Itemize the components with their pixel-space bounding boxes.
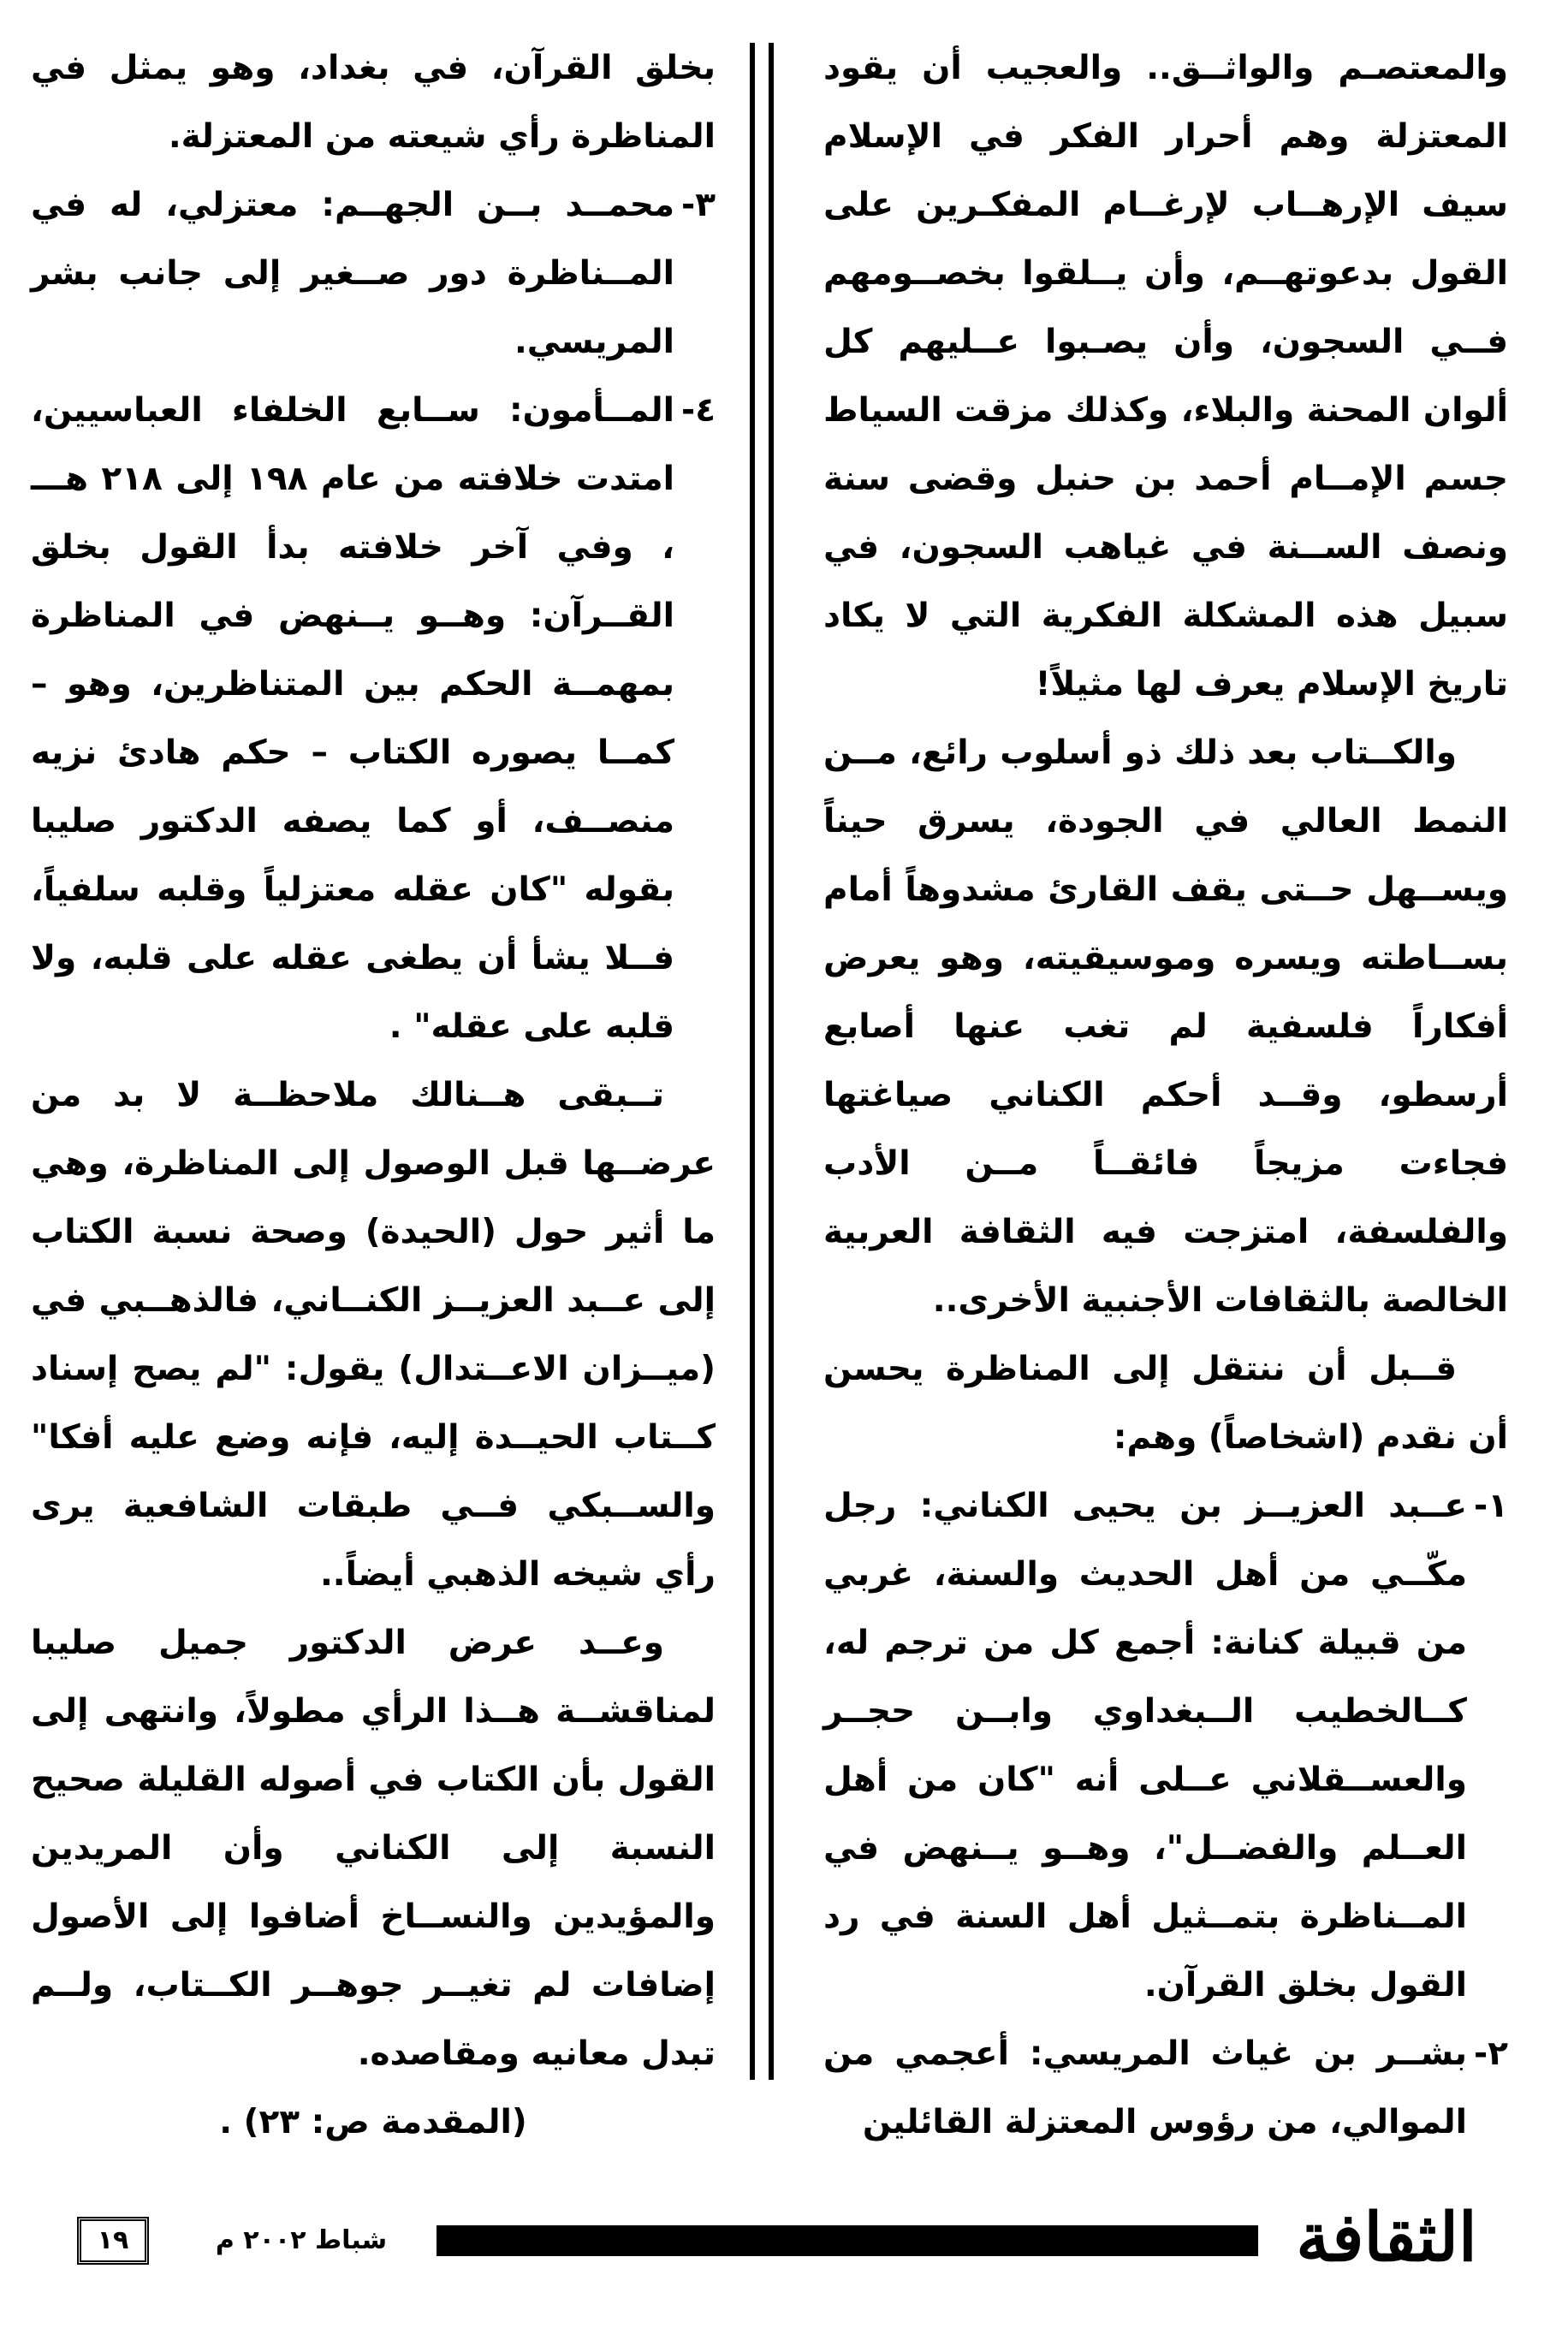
- page-footer: [77, 2191, 1532, 2285]
- issue-date: شباط ٢٠٠٢ م: [215, 2225, 388, 2255]
- left-column: [31, 34, 716, 2141]
- paragraph: قــبل أن ننتقل إلى المناظرة يحسن أن نقدم (اشخاصاً) وهم:: [823, 1350, 1508, 1457]
- list-item: [823, 2020, 1508, 2157]
- list-item: [31, 171, 716, 377]
- divider-line: [750, 43, 755, 2080]
- paragraph: وعــد عرض الدكتور جميل صليبا لمناقشــة هــذا الرأي مطولاً، وانتهى إلى القول بأن الكتاب في أصوله القليلة صحيح النسبة إلى الكناني وأن المريدين والمؤيدين والنســاخ أضافوا إلى الأصول إضافات لم تغيــر جوهــر الكــتاب، ولــم تبدل معانيه ومقاصده.: [31, 1624, 716, 2073]
- column-divider: [750, 43, 774, 2080]
- footer-bar: [437, 2225, 1258, 2256]
- list-item-text: المــأمون: ســابع الخلفاء العباسيين، امتدت خلافته من عام ١٩٨ إلى ٢١٨ هـــ ، وفي آخر خلافته بدأ القول بخلق القــرآن: وهــو يــنهض في المناظرة بمهمــة الحكم بين المتناظرين، وهو – كمــا يصوره الكتاب – حكم هادئ نزيه منصــف، أو كما يصفه الدكتور صليبا بقوله "كان عقله معتزلياً وقلبه سلفياً، فــلا يشأ أن يطغى عقله على قلبه، ولا قلبه على عقله" .: [31, 391, 675, 1046]
- list-item-text: بشــر بن غياث المريسي: أعجمي من الموالي، من رؤوس المعتزلة القائلين: [823, 2034, 1467, 2141]
- page-number: ١٩: [77, 2217, 149, 2265]
- paragraph: والكــتاب بعد ذلك ذو أسلوب رائع، مــن النمط العالي في الجودة، يسرق حيناً ويســهل حــتى يقف القارئ مشدوهاً أمام بســاطته ويسره وموسيقيته، وهو يعرض أفكاراً فلسفية لم تغب عنها أصابع أرسطو، وقــد أحكم الكناني صياغتها فجاءت مزيجاً فائقــاً مــن الأدب والفلسفة، امتزجت فيه الثقافة العربية الخالصة بالثقافات الأجنبية الأخرى..: [823, 734, 1508, 1320]
- list-number: ٣-: [681, 186, 716, 224]
- list-number: ١-: [1474, 1487, 1508, 1525]
- magazine-logo: الثقافة: [1296, 2199, 1477, 2277]
- list-item-text: محمــد بــن الجهــم: معتزلي، له في المــناظرة دور صــغير إلى جانب بشر المريسي.: [31, 186, 674, 361]
- list-number: ٤-: [681, 391, 716, 430]
- right-column: [823, 34, 1508, 2141]
- citation: (المقدمة ص: ٢٣) .: [219, 2103, 527, 2141]
- list-item: [31, 377, 716, 1061]
- list-number: ٢-: [1474, 2034, 1508, 2073]
- divider-line: [769, 43, 774, 2080]
- list-item: [823, 1472, 1508, 2020]
- paragraph: بخلق القرآن، في بغداد، وهو يمثل في المناظرة رأي شيعته من المعتزلة.: [31, 49, 716, 156]
- list-item-text: عــبد العزيــز بن يحيى الكناني: رجل مكّــي من أهل الحديث والسنة، غربي من قبيلة كنانة: أجمع كل من ترجم له، كــالخطيب الــبغداوي وابــن حجــر والعســقلاني عــلى أنه "كان من أهل العــلم والفضــل"، وهــو يــنهض في المــناظرة بتمــثيل أهل السنة في رد القول بخلق القرآن.: [823, 1487, 1467, 2005]
- paragraph: تــبقى هــنالك ملاحظــة لا بد من عرضــها قبل الوصول إلى المناظرة، وهي ما أثير حول (الحيدة) وصحة نسبة الكتاب إلى عــبد العزيــز الكنــاني، فالذهــبي في (ميــزان الاعــتدال) يقول: "لم يصح إسناد كــتاب الحيــدة إليه، فإنه وضع عليه أفكا" والســبكي فــي طبقات الشافعية يرى رأي شيخه الذهبي أيضاً..: [31, 1076, 716, 1594]
- paragraph: والمعتصـم والواثــق.. والعجيب أن يقود المعتزلة وهم أحرار الفكر في الإسلام سيف الإرهــاب لإرغــام المفكـرين على القول بدعوتهــم، وأن يــلقوا بخصــومهم فــي السجون، وأن يصـبوا عــليهم كل ألوان المحنة والبلاء، وكذلك مزقت السياط جسم الإمــام أحمد بن حنبل وقضى سنة ونصف الســنة في غياهب السجون، في سبيل هذه المشكلة الفكرية التي لا يكاد تاريخ الإسلام يعرف لها مثيلاً!: [823, 49, 1508, 704]
